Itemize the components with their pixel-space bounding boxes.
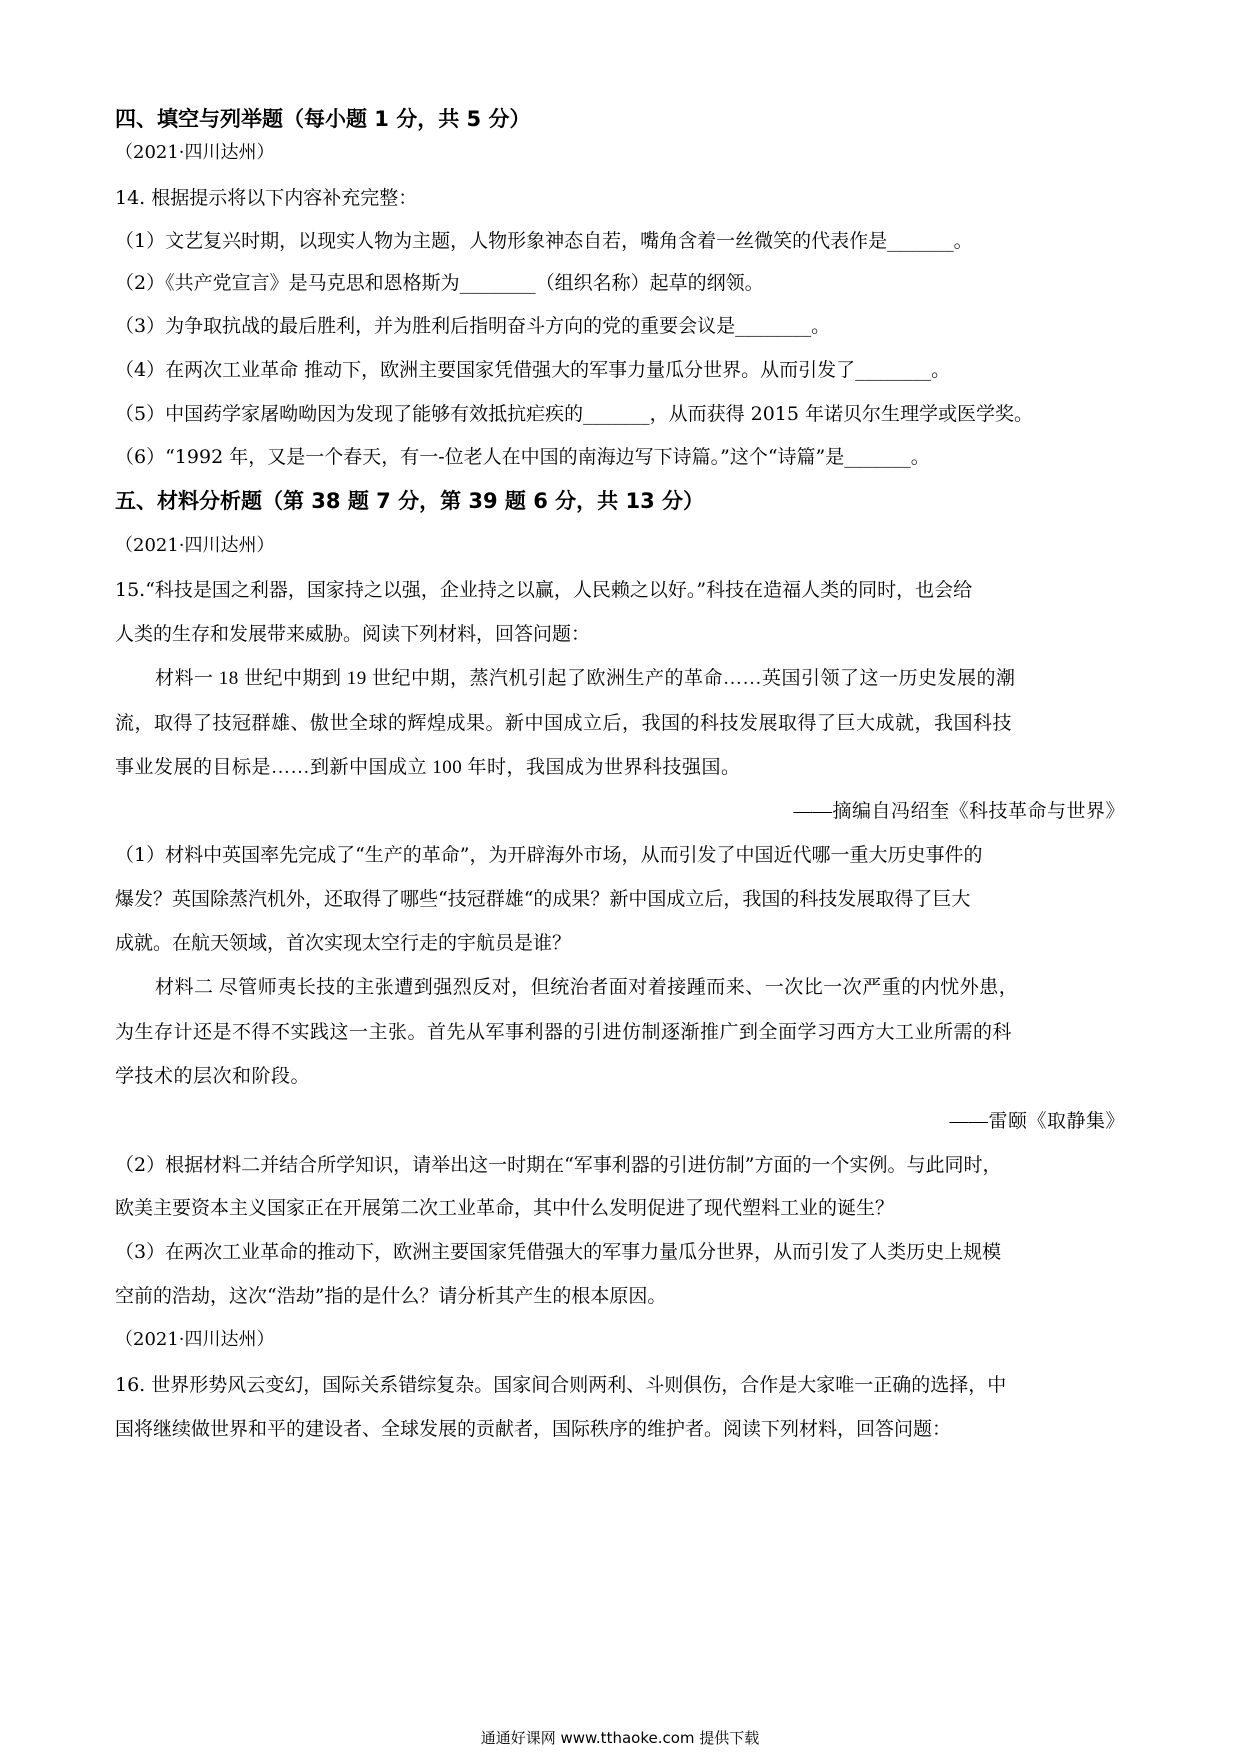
question-14-item: （4）在两次工业革命 推动下，欧洲主要国家凭借强大的军事力量瓜分世界。从而引发了________。 (115, 359, 951, 381)
material-1-text: 材料一 18 世纪中期到 19 世纪中期，蒸汽机引起了欧洲生产的革命……英国引领了这一历史发展的潮 (155, 668, 1016, 689)
question-15-sub-2: 欧美主要资本主义国家正在开展第二次工业革命，其中什么发明促进了现代塑料工业的诞生？ (115, 1197, 895, 1219)
section-4-heading: 四、填空与列举题（每小题 1 分，共 5 分） (115, 107, 531, 131)
question-14-item: （3）为争取抗战的最后胜利，并为胜利后指明奋斗方向的党的重要会议是________。 (115, 315, 831, 337)
question-14-item: （5）中国药学家屠呦呦因为发现了能够有效抵抗疟疾的_______，从而获得 2015 年诺贝尔生理学或医学奖。 (115, 403, 1034, 425)
question-16-stem: 16. 世界形势风云变幻，国际关系错综复杂。国家间合则两利、斗则俱伤，合作是大家唯一正确的选择，中 (115, 1374, 1007, 1396)
question-15-stem: 人类的生存和发展带来威胁。阅读下列材料，回答问题： (115, 623, 591, 645)
material-1-text: 事业发展的目标是……到新中国成立 100 年时，我国成为世界科技强国。 (115, 757, 741, 778)
question-15-sub-3: 空前的浩劫，这次“浩劫”指的是什么？请分析其产生的根本原因。 (115, 1285, 667, 1307)
source-tag: （2021·四川达州） (115, 535, 275, 556)
question-16-stem: 国将继续做世界和平的建设者、全球发展的贡献者，国际秩序的维护者。阅读下列材料，回答问题： (115, 1418, 952, 1440)
question-15-sub-3: （3）在两次工业革命的推动下，欧洲主要国家凭借强大的军事力量瓜分世界，从而引发了人类历史上规模 (115, 1241, 1002, 1263)
question-14-stem: 14. 根据提示将以下内容补充完整： (115, 187, 418, 209)
question-15-sub-1: 爆发？英国除蒸汽机外，还取得了哪些“技冠群雄“的成果？新中国成立后，我国的科技发展取得了巨大 (115, 888, 971, 910)
source-tag: （2021·四川达州） (115, 1329, 275, 1350)
page-footer: 通通好课网 www.tthaoke.com 提供下载 (480, 1729, 760, 1747)
material-1-text: 流，取得了技冠群雄、傲世全球的辉煌成果。新中国成立后，我国的科技发展取得了巨大成就，我国科技 (115, 713, 1013, 734)
question-14-item: （2）《共产党宣言》是马克思和恩格斯为________（组织名称）起草的纲领。 (115, 272, 764, 294)
question-15-sub-2: （2）根据材料二并结合所学知识，请举出这一时期在“军事利器的引进仿制”方面的一个实例。与此同时， (115, 1154, 1002, 1176)
section-5-heading: 五、材料分析题（第 38 题 7 分，第 39 题 6 分，共 13 分） (115, 489, 705, 513)
material-2-source: ——雷颐《取静集》 (949, 1111, 1125, 1132)
source-tag: （2021·四川达州） (115, 142, 275, 163)
material-1-source: ——摘编自冯绍奎《科技革命与世界》 (793, 801, 1125, 822)
question-15-sub-1: （1）材料中英国率先完成了“生产的革命”，为开辟海外市场，从而引发了中国近代哪一重大历史事件的 (115, 844, 983, 866)
question-15-sub-1: 成就。在航天领域，首次实现太空行走的宇航员是谁？ (115, 932, 572, 954)
material-2-text: 为生存计还是不得不实践这一主张。首先从军事利器的引进仿制逐渐推广到全面学习西方大工业所需的科 (115, 1022, 1013, 1043)
question-14-item: （1）文艺复兴时期，以现实人物为主题，人物形象神态自若，嘴角含着一丝微笑的代表作是_______。 (115, 230, 973, 252)
material-2-text: 学技术的层次和阶段。 (115, 1066, 311, 1087)
material-2-text: 材料二 尽管师夷长技的主张遭到强烈反对，但统治者面对着接踵而来、一次比一次严重的内忧外患， (155, 977, 1019, 998)
question-14-item: （6）“1992 年，又是一个春天，有一-位老人在中国的南海边写下诗篇。”这个“诗篇”是_______。 (115, 446, 930, 468)
question-15-stem: 15.“科技是国之利器，国家持之以强，企业持之以赢，人民赖之以好。”科技在造福人类的同时，也会给 (115, 579, 973, 601)
